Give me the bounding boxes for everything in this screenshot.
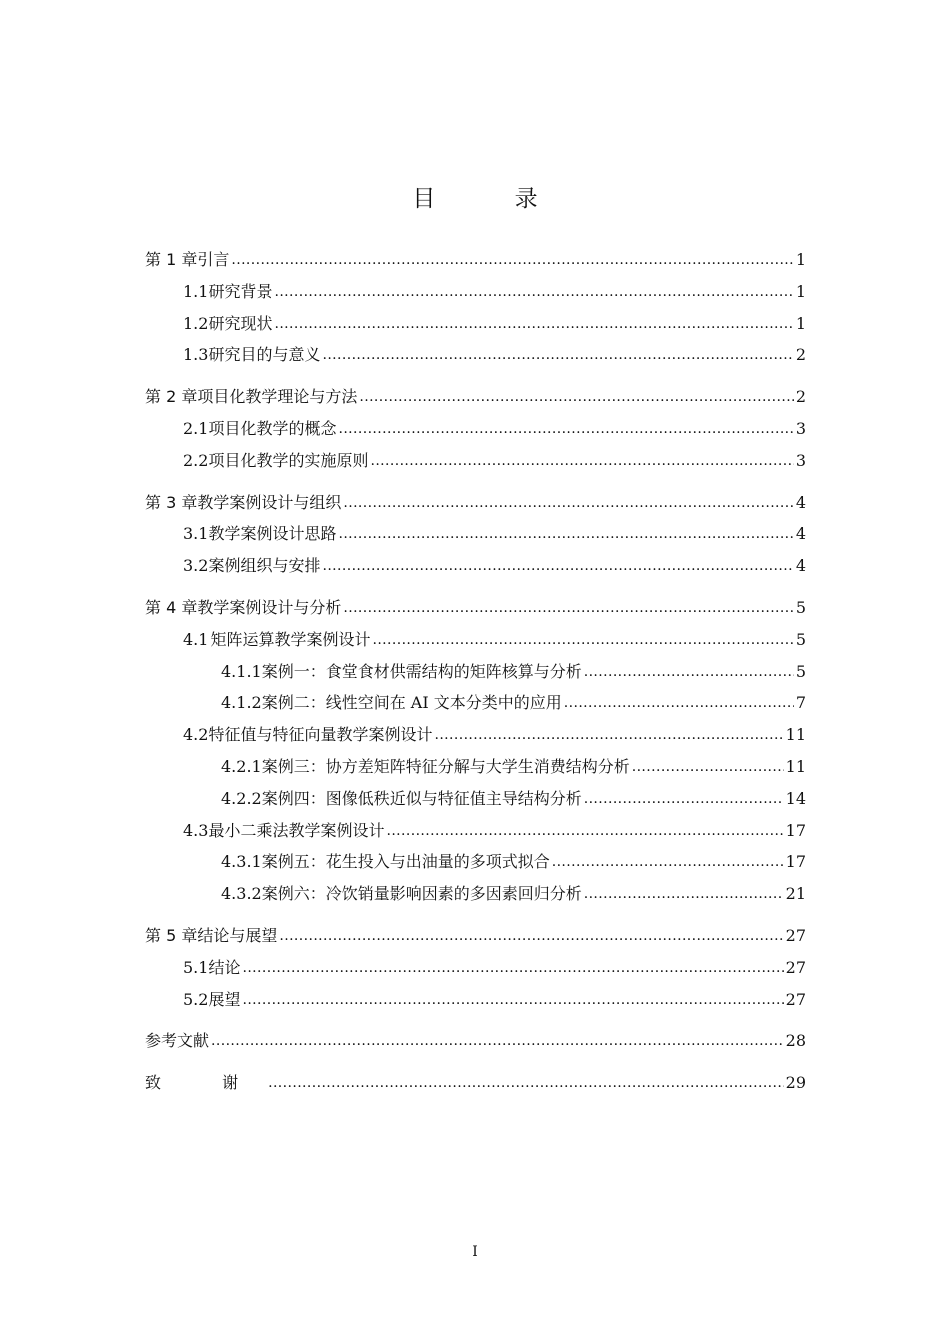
dot-leader: [584, 879, 784, 908]
toc-entry-label: 研究背景: [208, 281, 273, 301]
toc-entry-label: 教学案例设计思路: [208, 524, 337, 544]
toc-entry-number: 1.3: [183, 345, 209, 365]
toc-entry-label: 教学案例设计与组织: [197, 492, 342, 512]
toc-entry-section-4-3-2[interactable]: [145, 880, 806, 912]
dot-leader: [370, 446, 793, 475]
dot-leader: [338, 414, 793, 443]
dot-leader: [274, 277, 793, 306]
toc-entry-number: 第 3 章: [145, 492, 198, 512]
toc-entry-page: 4: [795, 556, 806, 576]
toc-entry-page: 11: [785, 756, 806, 776]
toc-entry-section-1-2[interactable]: [145, 310, 806, 342]
toc-entry-chapter-2[interactable]: [145, 383, 806, 415]
dot-leader: [343, 488, 793, 517]
toc-entry-number: 4.1: [183, 629, 209, 649]
toc-entry-section-4-3[interactable]: [145, 817, 806, 849]
toc-entry-number: 4.2: [183, 725, 209, 745]
toc-entry-number: 2.1: [183, 418, 209, 438]
toc-entry-section-4-2-1[interactable]: [145, 753, 806, 785]
toc-entry-label: 案例六：冷饮销量影响因素的多因素回归分析: [261, 884, 582, 904]
toc-entry-number: 4.2.2: [221, 788, 262, 808]
dot-leader: [279, 921, 783, 950]
toc-entry-label: 引言: [197, 250, 230, 269]
toc-entry-section-3-2[interactable]: [145, 552, 806, 584]
dot-leader: [584, 657, 794, 686]
toc-entry-section-4-2[interactable]: [145, 721, 806, 753]
toc-entry-number: 2.2: [183, 450, 209, 470]
toc-entry-section-4-3-1[interactable]: [145, 848, 806, 880]
toc-entry-number: 第 1 章: [145, 250, 198, 269]
toc-entry-page: 3: [795, 450, 806, 470]
dot-leader: [564, 688, 794, 717]
dot-leader: [632, 752, 784, 781]
toc-entry-label: 项目化教学的实施原则: [208, 450, 369, 470]
toc-entry-label: 教学案例设计与分析: [197, 597, 342, 617]
toc-entry-label: 特征值与特征向量教学案例设计: [208, 725, 433, 745]
toc-entry-label: 项目化教学理论与方法: [197, 387, 358, 407]
toc-entry-label: 项目化教学的概念: [208, 418, 337, 438]
page-number: I: [472, 1244, 478, 1260]
toc-entry-page: 5: [795, 597, 806, 617]
toc-entry-number: 5.1: [183, 957, 209, 977]
dot-leader: [274, 309, 793, 338]
toc-entry-section-3-1[interactable]: [145, 520, 806, 552]
dot-leader: [434, 720, 783, 749]
toc-entry-section-4-2-2[interactable]: [145, 785, 806, 817]
toc-title: 目 录: [412, 186, 574, 212]
toc-entry-section-2-2[interactable]: [145, 447, 806, 479]
toc-entry-page: 1: [795, 281, 806, 301]
toc-entry-number: 5.2: [183, 989, 209, 1009]
toc-entry-label: 案例组织与安排: [208, 556, 321, 576]
toc-entry-page: 11: [785, 725, 806, 745]
toc-entry-page: 27: [785, 957, 806, 977]
toc-entry-number: 4.2.1: [221, 756, 262, 776]
dot-leader: [386, 816, 783, 845]
toc-entry-label: 研究目的与意义: [208, 345, 321, 365]
toc-entry-label: 参考文献: [145, 1031, 210, 1051]
toc-entry-number: 4.3.2: [221, 884, 262, 904]
toc-entry-number: 4.1.2: [221, 693, 262, 713]
dot-leader: [322, 340, 793, 369]
toc-entry-acknowledgements[interactable]: [145, 1069, 806, 1101]
toc-entry-chapter-5[interactable]: [145, 922, 806, 954]
toc-entry-page: 29: [785, 1073, 806, 1093]
toc-entry-page: 1: [795, 313, 806, 333]
dot-leader: [231, 245, 793, 274]
toc-entry-number: 1.2: [183, 313, 209, 333]
dot-leader: [242, 985, 783, 1014]
toc-entry-page: 17: [785, 852, 806, 872]
toc-entry-chapter-3[interactable]: [145, 489, 806, 521]
toc-entry-number: 第 4 章: [145, 597, 198, 617]
toc-entry-page: 3: [795, 418, 806, 438]
toc-entry-label: 研究现状: [208, 313, 273, 333]
toc-entry-chapter-1[interactable]: [145, 246, 806, 278]
toc-entry-number: 3.1: [183, 524, 209, 544]
toc-entry-page: 4: [795, 492, 806, 512]
toc-entry-label: 案例五：花生投入与出油量的多项式拟合: [261, 852, 550, 872]
toc-entry-number: 4.3.1: [221, 852, 262, 872]
toc-entry-number: 第 5 章: [145, 925, 198, 945]
toc-entry-label: 致 谢: [145, 1073, 267, 1093]
toc-entry-page: 5: [795, 629, 806, 649]
toc-entry-section-5-1[interactable]: [145, 954, 806, 986]
dot-leader: [242, 953, 783, 982]
toc-entry-number: 4.3: [183, 820, 209, 840]
toc-entry-page: 21: [785, 884, 806, 904]
dot-leader: [372, 625, 793, 654]
toc-entry-page: 14: [785, 788, 806, 808]
toc-entry-page: 7: [795, 693, 806, 713]
toc-entry-number: 1.1: [183, 281, 209, 301]
toc-entry-section-4-1[interactable]: [145, 626, 806, 658]
toc-entry-section-4-1-1[interactable]: [145, 658, 806, 690]
toc-entry-page: 1: [795, 250, 806, 269]
toc-entry-references[interactable]: [145, 1027, 806, 1059]
dot-leader: [552, 847, 784, 876]
toc-entry-page: 27: [785, 989, 806, 1009]
toc-entry-page: 5: [795, 661, 806, 681]
toc-entry-number: 3.2: [183, 556, 209, 576]
toc-entry-number: 4.1.1: [221, 661, 262, 681]
dot-leader: [322, 551, 793, 580]
toc-entry-label: 案例三：协方差矩阵特征分解与大学生消费结构分析: [261, 756, 630, 776]
toc-entry-page: 28: [785, 1031, 806, 1051]
toc-entry-section-1-1[interactable]: [145, 278, 806, 310]
toc-entry-page: 2: [795, 387, 806, 407]
toc-entry-label: 案例四：图像低秩近似与特征值主导结构分析: [261, 788, 582, 808]
toc-entry-section-4-1-2[interactable]: [145, 689, 806, 721]
toc-entry-page: 2: [795, 345, 806, 365]
dot-leader: [584, 784, 784, 813]
toc-entry-chapter-4[interactable]: [145, 594, 806, 626]
toc-entry-page: 27: [785, 925, 806, 945]
dot-leader: [338, 519, 793, 548]
toc-entry-section-5-2[interactable]: [145, 986, 806, 1018]
dot-leader: [211, 1026, 784, 1055]
toc-entry-label: 结论与展望: [197, 925, 278, 945]
toc-entry-section-1-3[interactable]: [145, 341, 806, 373]
table-of-contents: [145, 246, 806, 1101]
toc-entry-label: 案例一：食堂食材供需结构的矩阵核算与分析: [261, 661, 582, 681]
toc-entry-number: 第 2 章: [145, 387, 198, 407]
toc-entry-label: 结论: [208, 957, 241, 977]
toc-entry-label: 案例二：线性空间在 AI 文本分类中的应用: [261, 693, 562, 713]
toc-entry-label: 最小二乘法教学案例设计: [208, 820, 385, 840]
toc-entry-page: 17: [785, 820, 806, 840]
toc-entry-section-2-1[interactable]: [145, 415, 806, 447]
toc-entry-page: 4: [795, 524, 806, 544]
dot-leader: [268, 1068, 784, 1097]
toc-entry-label: 展望: [208, 989, 241, 1009]
dot-leader: [343, 593, 793, 622]
dot-leader: [359, 382, 793, 411]
toc-entry-label: 矩阵运算教学案例设计: [210, 629, 371, 649]
